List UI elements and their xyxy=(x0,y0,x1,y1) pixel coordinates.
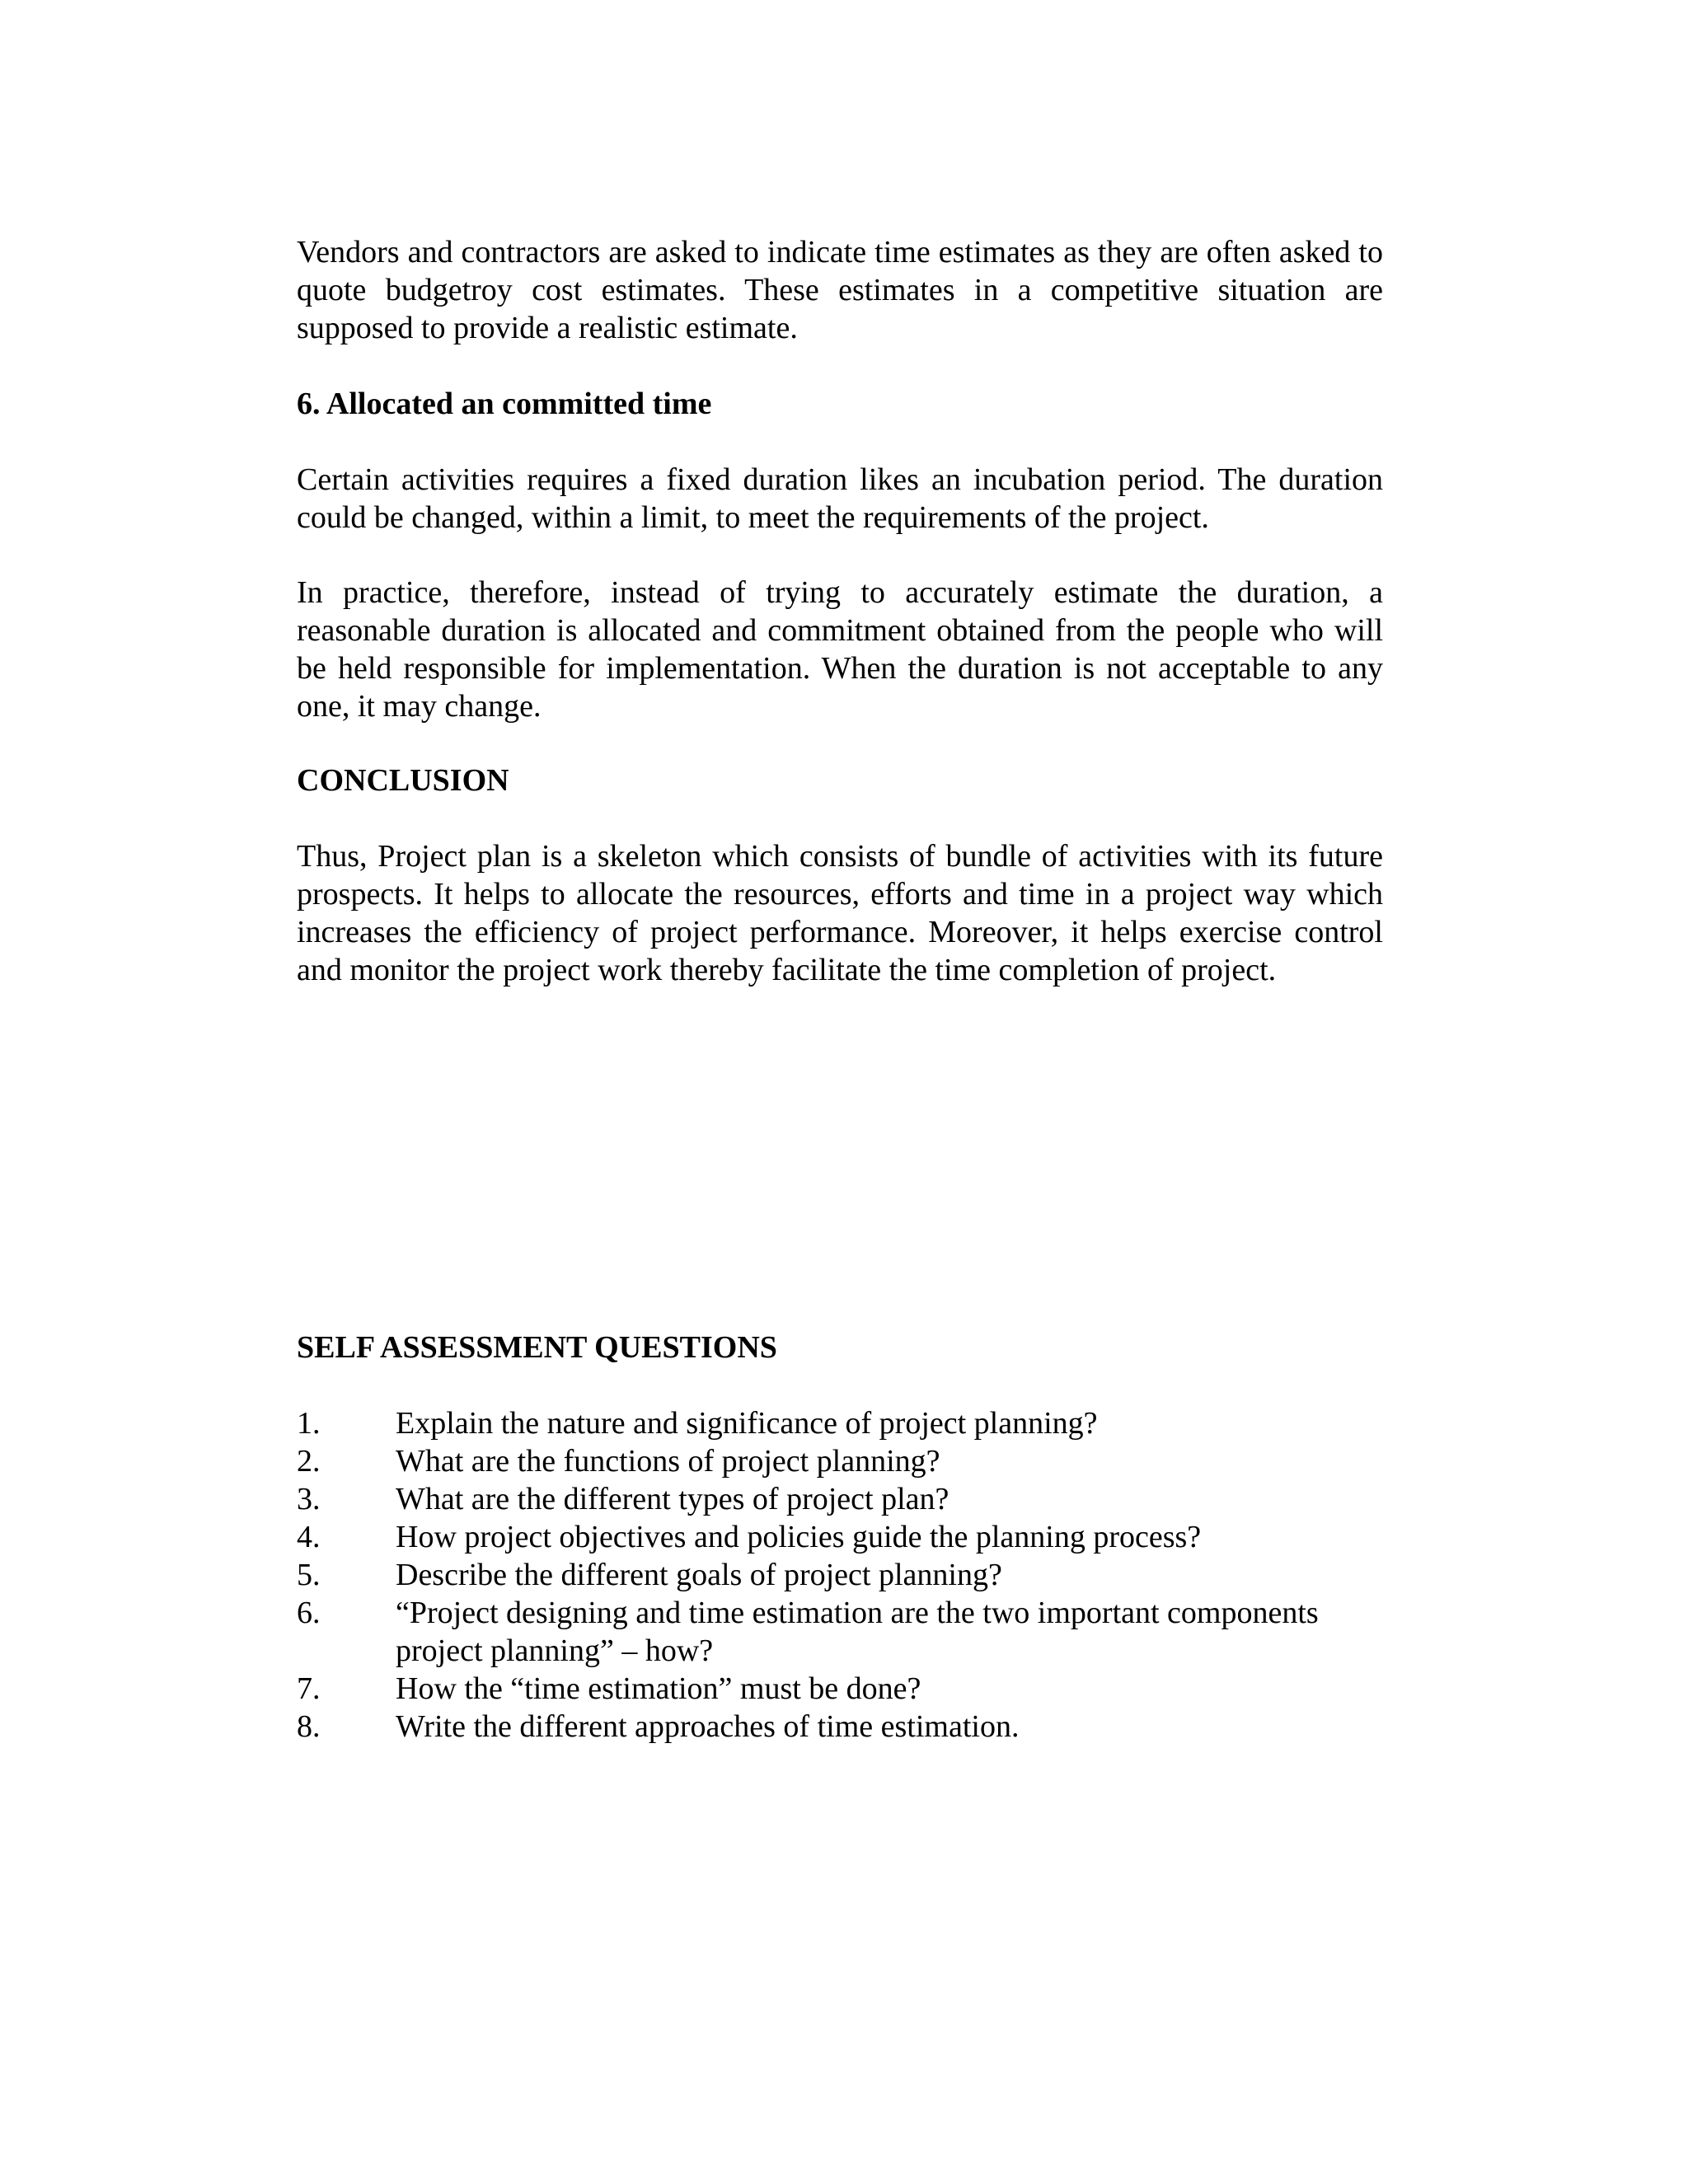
conclusion-paragraph: Thus, Project plan is a skeleton which consists of bundle of activities with its future prospects. It helps to allocate the resources, efforts and time in a project way which increases the efficiency of project performance. Moreover, it helps exercise control and monitor the project work thereby facilitate the time completion of project. xyxy=(297,839,1383,987)
question-item xyxy=(297,1594,1393,1670)
question-number: 1. xyxy=(297,1406,321,1441)
question-item xyxy=(297,1670,1393,1708)
question-number: 7. xyxy=(297,1671,321,1706)
question-text: Describe the different goals of project planning? xyxy=(396,1558,1002,1592)
question-item xyxy=(297,1518,1393,1556)
section-heading: 6. Allocated an committed time xyxy=(297,387,712,421)
section6-paragraph1-block xyxy=(297,461,1383,537)
conclusion-heading: CONCLUSION xyxy=(297,763,509,798)
question-number: 6. xyxy=(297,1596,321,1630)
question-text: Write the different approaches of time estimation. xyxy=(396,1709,1020,1744)
question-item xyxy=(297,1708,1393,1746)
question-number: 5. xyxy=(297,1558,321,1592)
question-item xyxy=(297,1480,1393,1518)
question-text: What are the functions of project planning? xyxy=(396,1444,940,1479)
question-item xyxy=(297,1556,1393,1594)
questions-heading-block xyxy=(297,1329,1383,1366)
section6-paragraph2-block xyxy=(297,574,1383,725)
question-text: Explain the nature and significance of project planning? xyxy=(396,1406,1098,1441)
question-text: How project objectives and policies guide the planning process? xyxy=(396,1520,1202,1554)
question-text: “Project designing and time estimation are the two important components project planning” – how? xyxy=(396,1596,1319,1668)
questions-list xyxy=(297,1404,1393,1746)
question-text: How the “time estimation” must be done? xyxy=(396,1671,921,1706)
question-text: What are the different types of project plan? xyxy=(396,1482,950,1516)
question-number: 2. xyxy=(297,1444,321,1479)
conclusion-heading-block xyxy=(297,762,1383,799)
intro-paragraph: Vendors and contractors are asked to indicate time estimates as they are often asked to quote budgetroy cost estimates. These estimates in a competitive situation are supposed to provide a realistic estimate. xyxy=(297,235,1383,345)
question-item xyxy=(297,1404,1393,1442)
intro-paragraph-block xyxy=(297,233,1383,347)
question-number: 4. xyxy=(297,1520,321,1554)
conclusion-paragraph-block xyxy=(297,837,1383,989)
question-number: 3. xyxy=(297,1482,321,1516)
questions-heading: SELF ASSESSMENT QUESTIONS xyxy=(297,1330,777,1365)
section6-paragraph-2: In practice, therefore, instead of trying to accurately estimate the duration, a reasonable duration is allocated and commitment obtained from the people who will be held responsible for implementation. When the duration is not acceptable to any one, it may change. xyxy=(297,575,1383,724)
question-item xyxy=(297,1442,1393,1480)
question-number: 8. xyxy=(297,1709,321,1744)
section6-paragraph-1: Certain activities requires a fixed duration likes an incubation period. The duration could be changed, within a limit, to meet the requirements of the project. xyxy=(297,462,1383,535)
section6-heading-block xyxy=(297,385,1383,423)
